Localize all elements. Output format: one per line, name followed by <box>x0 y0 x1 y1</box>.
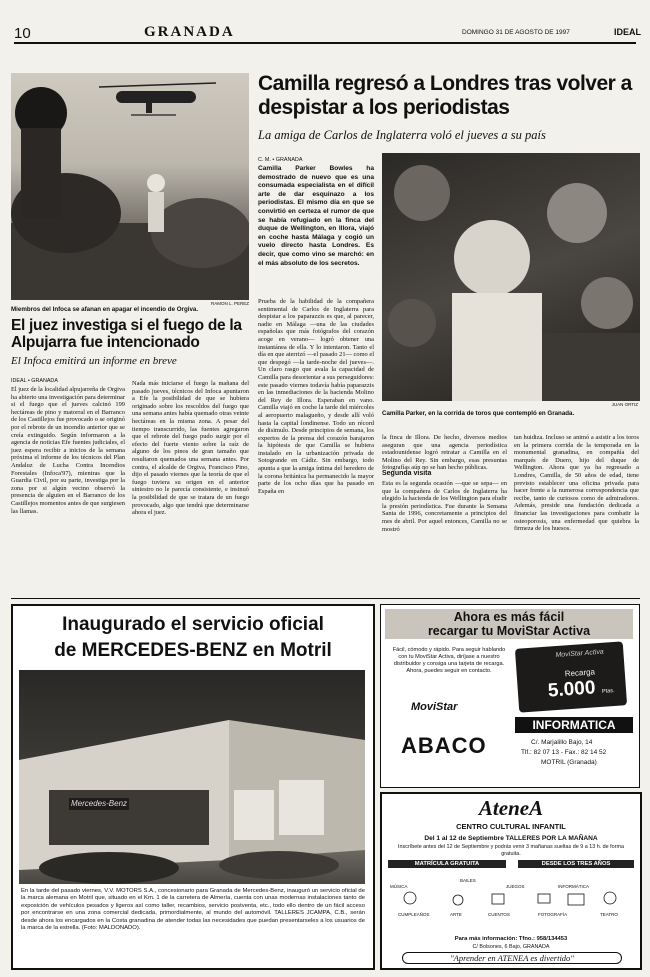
stories-bottom-rule <box>11 598 640 599</box>
fire-photo-caption: Miembros del Infoca se afanan en apagar el incendio de Orgiva. <box>11 306 199 313</box>
header-rule <box>14 42 636 44</box>
mercedes-title-line2: de MERCEDES-BENZ en Motril <box>54 640 332 661</box>
atenea-info: Para más información: Tfno.: 958/134453 <box>454 936 568 942</box>
main-col3: tan huidiza. Incluso se animó a asistir a los toros en la primera corrida de la temporada en la monumental granadina, en compañía del marqués de Duero, hijo del duque de Wellington. Ahora que ya ha regresado a Londres, Camilla, de 50 años de edad, tiene previsto establecer una oficina privada para hacer frente a la numerosa correspondencia que recibe, tanto de curiosos como de admiradores. Además, preside una fundación dedicada a financiar las investigaciones para combatir la osteoporosis, una enfermedad que quiebra la firmeza de los huesos. <box>514 434 639 533</box>
movistar-banner-line2: recargar tu MoviStar Activa <box>427 624 591 638</box>
atenea-logo: AteneA <box>478 796 544 820</box>
main-col2b: Esta es la segunda ocasión —que se sepa— en que la compañera de Carlos de Inglaterra ha elegido la hacienda de los Wellington para eludir la presión periodística. Fue durante la Semana Santa de 1996, concretamente a principios del mes de abril. Por aquel entonces, Camilla no se mostró <box>382 480 507 533</box>
atenea-label-right: DESDE LOS TRES AÑOS <box>518 860 634 868</box>
activity-icon: MÚSICA <box>390 884 408 889</box>
fire-photo-credit: RAMON L. PEREZ <box>210 301 249 306</box>
camilla-photo-credit: JUAN ORTIZ <box>611 402 638 407</box>
card-unit: Ptas. <box>601 687 615 695</box>
page-number: 10 <box>14 25 31 42</box>
mercedes-ad <box>11 604 375 970</box>
fire-photo <box>11 73 249 300</box>
header-date: DOMINGO 31 DE AGOSTO DE 1997 <box>462 29 570 36</box>
left-subhead: El Infoca emitirá un informe en breve <box>11 355 177 367</box>
activity-illustrations <box>388 874 634 910</box>
header-masthead: IDEAL <box>614 27 641 37</box>
mercedes-photo-illustration <box>19 670 365 884</box>
activity-icon: ARTE <box>450 912 462 917</box>
mercedes-caption: En la tarde del pasado viernes, V.V. MOTORS S.A., concesionario para Granada de Mercedes-Benz, inauguró un servicio oficial de la marca alemana en Motril que, situado en el Km. 1 de la carretera de Almería, cuenta con unas modernas instalaciones tanto de exposición de vehículos pesados y ligeros así como taller, recambios, servicio postventa, etc., todo ello dentro de un fácil acceso por encontrarse en una zona comercial dedicada, primordialmente, al mundo del automóvil. TALLERES JCAMPA, C.B., serán desde ahora los encargados en la Costa granadina de atender todas las necesidades que puedan presentarseles a los usuarios de la marca de la estrella. (Foto: MALDONADO). <box>21 888 365 932</box>
abaco-logo: ABACO <box>401 733 487 758</box>
mercedes-photo <box>19 670 365 884</box>
activity-icon: FOTOGRAFÍA <box>538 912 568 917</box>
main-col2: la finca de Illora. De hecho, diversos medios aseguran que una agencia periodística estadounidense logró retratar a Camilla en el Molino del Rey. Sin embargo, esas presuntas fotografías aún no se han hecho públicas. <box>382 434 507 472</box>
camilla-photo-caption: Camilla Parker, en la corrida de toros que contempló en Granada. <box>382 410 575 417</box>
fire-photo-illustration <box>11 73 249 300</box>
distributor-name: INFORMATICA <box>515 717 633 733</box>
atenea-subtitle: CENTRO CULTURAL INFANTIL <box>456 822 566 831</box>
main-col1: Prueba de la habilidad de la compañera sentimental de Carlos de Inglaterra para despistar a los paparazzis es que, al parecer, nadie en Málaga —una de las ciudades españolas que más fotógrafos del corazón acoge en verano— logró obtener una instantánea de ella. Y lo intentaron. Tanto el día en que aterrizó —el pasado 21— como el que despegó —la tarde-noche del jueves—. Un claro rasgo que avala la capacidad de Camilla para desorientar a sus perseguidores: este pasado viernes todavía había paparazzis en las inmediaciones de la hacienda Molino del Rey de Illora. Esperaban en vano. Camilla viajó en coche la tarde del miércoles al aeropuerto malagueño, y desde allí voló hasta la capital londinense. Todo un récord de disimulo. Desde principios de semana, los expertos de la prensa del corazón barajaron la hipótesis de que Camilla se hubiera instalado en la urbanización privada de Sotogrande en Cádiz. Sin embargo, todo apunta a que la amiga íntima del heredero de la corona británica ha permanecido la mayor parte de los ocho días que ha pasado en España en <box>258 298 374 495</box>
distributor-address: C/. Marjalillo Bajo, 14 <box>531 739 593 746</box>
atenea-text: Inscríbete antes del 12 de Septiembre y podrás venir 3 mañanas sueltas de 9 a 13 h. de forma gratuita. <box>398 844 624 857</box>
atenea-icons <box>388 874 634 934</box>
camilla-photo-illustration <box>382 153 640 401</box>
activity-icon: CUENTOS <box>488 912 510 917</box>
left-col2: Nada más iniciarse el fuego la mañana del pasado jueves, técnicos del Infoca apuntaron a Efe la posibilidad de que se hubiera originado sobre los rescoldos del fuego que una semana antes había quemado otras veinte hectáreas en la misma zona. A pesar del tiempo transcurrido, las fuentes agregaron que el rebrote del fuego pudo surgir por el efecto del fuerte viento sobre la raíz de alguno de los pinos de gran tamaño que resultaron quemados una semana antes. Por contra, el alcalde de Orgiva, Francisco Pino, dijo el pasado viernes que la teoría de que el fuego tuviera su origen en el anterior siniestro no le parecía consistente, e insinuó la posibilidad de que se tratara de un fuego provocado, algo que tendrá que determinarse ahora el juez. <box>132 380 249 517</box>
card-amount: 5.000 <box>547 677 597 702</box>
movistar-text: Fácil, cómodo y rápido. Para seguir hablando con tu MoviStar Activa, diríjase a nuestro distribuidor y consiga una tarjeta de recarga. Ahora, puedes seguir en contacto. <box>392 647 506 674</box>
card-label: Recarga <box>564 667 596 679</box>
left-headline: El juez investiga si el fuego de la Alpujarra fue intencionado <box>11 317 242 351</box>
main-lead: Camilla Parker Bowles ha demostrado de nuevo que es una consumada especialista en el difícil arte de dar esquinazo a los periodistas. El mismo día en que se convirtió en certeza el rumor de que se había refugiado en la finca del duque de Wellington, en Illora, viajó en coche hasta Málaga y cogió un vuelo directo hasta Londres. Es decir, que como vino se marchó: en el más absoluto de los secretos. <box>258 165 374 267</box>
activity-icon: CUMPLEAÑOS <box>398 912 430 917</box>
activity-icon: INFORMÁTICA <box>558 884 589 889</box>
movistar-banner-line1: Ahora es más fácil <box>453 610 565 624</box>
movistar-banner <box>385 609 633 639</box>
page-header <box>14 22 641 42</box>
section-title: GRANADA <box>144 24 235 40</box>
mercedes-sign: Mercedes-Benz <box>71 799 128 808</box>
atenea-label-left: MATRÍCULA GRATUITA <box>388 860 506 868</box>
activity-icon: BAILES <box>460 878 476 883</box>
activity-icon: JUEGOS <box>506 884 525 889</box>
left-col1: El juez de la localidad alpujarreña de Orgiva ha abierto una investigación para determinar si el fuego que el jueves calcinó 199 hectáreas de pino y matorral en el Barranco de los Castillejos fue provocado o se originó por el rebrote de un incendio anterior que se creía extinguido. Según informaron a la agencia de noticias Efe fuentes judiciales, el juez espera recibir a inicios de la semana próxima el informe de los técnicos del Plan Andaluz de Lucha Contra Incendios Forestales (Infoca'97), mientras que la Guardia Civil, por su parte, investiga por la zona por si algún vecino observó la presencia de alguien en el Barranco de los Castillejos momentos antes de que surgiesen las llamas. <box>11 386 126 515</box>
movistar-card <box>515 641 627 712</box>
distributor-phone: Tlf.: 82 07 13 - Fax.: 82 14 52 <box>521 749 607 756</box>
mercedes-title-line1: Inaugurado el servicio oficial <box>62 614 324 635</box>
atenea-ad <box>380 792 642 970</box>
activity-icon: TEATRO <box>600 912 618 917</box>
atenea-slogan: "Aprender en ATENEA es divertido" <box>402 952 622 964</box>
main-byline: C. M. • GRANADA <box>258 157 303 163</box>
movistar-ad <box>380 604 640 788</box>
distributor-city: MOTRIL (Granada) <box>541 759 597 766</box>
camilla-photo <box>382 153 640 401</box>
atenea-headline: Del 1 al 12 de Septiembre TALLERES POR LA MAÑANA <box>424 835 598 842</box>
main-subhead: La amiga de Carlos de Inglaterra voló el jueves a su país <box>258 128 546 142</box>
main-headline: Camilla regresó a Londres tras volver a despistar a los periodistas <box>258 72 632 119</box>
main-col2-subhead: Segunda visita <box>382 470 432 477</box>
card-brand: MoviStar Activa <box>555 648 604 660</box>
left-byline: IDEAL • GRANADA <box>11 378 58 384</box>
atenea-address: C/ Bolsones, 6 Bajo, GRANADA <box>472 944 550 950</box>
movistar-logo: MoviStar <box>411 701 458 713</box>
